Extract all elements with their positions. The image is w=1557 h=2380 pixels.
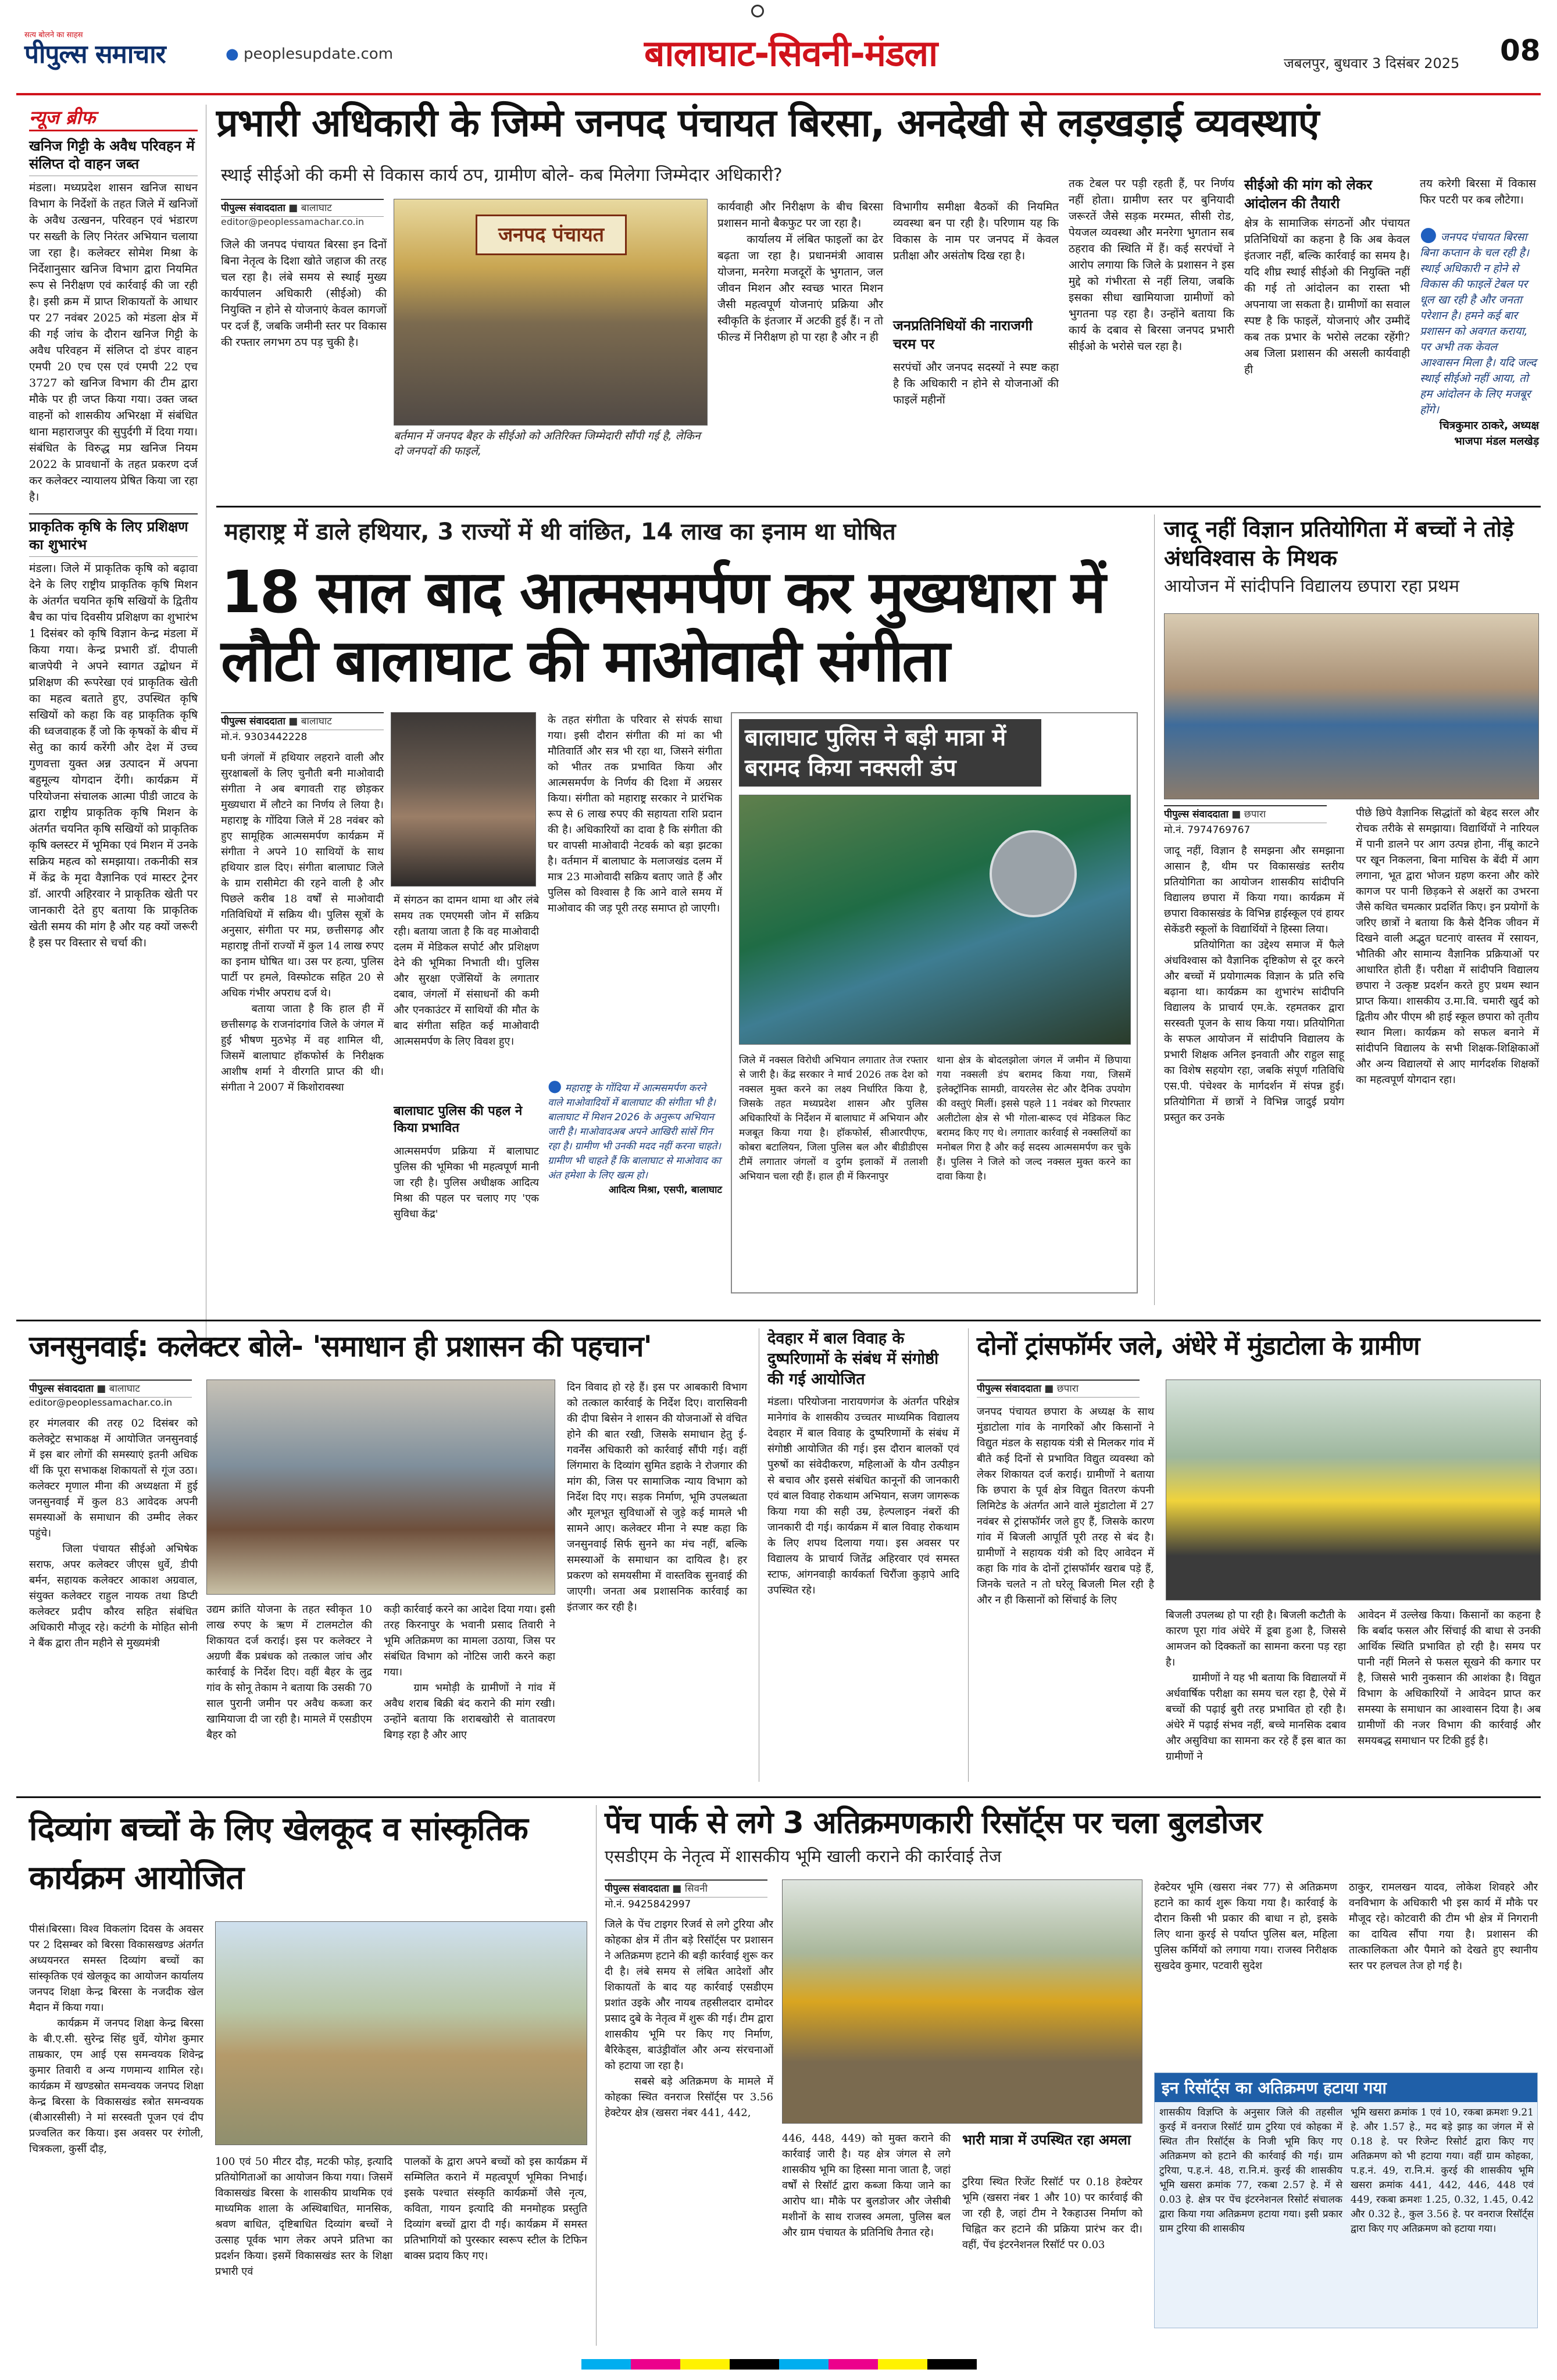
masthead-rule <box>16 93 1541 95</box>
news-brief <box>29 105 202 951</box>
byline-name: पीपुल्स संवाददाता <box>29 1383 94 1395</box>
lead-col5: क्षेत्र के सामाजिक संगठनों और पंचायत प्रतिनिधियों का कहना है कि अब केवल इंतजार नहीं, बल्कि कार्रवाई का समय है। यदि शीघ्र स्थाई सीईओ की नियुक्ति नहीं की गई तो आंदोलन का रास्ता भी अपनाया जा सकता है। ग्रामीणों का सवाल स्पष्ट है कि फाइलें, योजनाएं और उम्मीदें कब तक प्रभार के भरोसे लटका रहेंगी? अब जिला प्रशासन की असली कार्यवाही ही <box>1244 217 1414 376</box>
masthead <box>16 23 1541 88</box>
byline-mobile: मो.नं. 9303442228 <box>221 731 308 743</box>
maoist-byline: पीपुल्स संवाददाता ■ बालाघाट <box>221 712 384 730</box>
section-title: बालाघाट-सिवनी-मंडला <box>644 32 938 74</box>
byline-name: पीपुल्स संवाददाता <box>221 716 285 727</box>
column-divider <box>596 1805 597 2346</box>
byline-mobile: मो.नं. 9425842997 <box>605 1899 691 1910</box>
science-col2: पीछे छिपे वैज्ञानिक सिद्धांतों को बेहद सरल और रोचक तरीके से समझाया। विद्यार्थियों ने नारियल में पानी डालने पर आग उत्पन्न होना, नींबू काटने पर खून निकलना, बिना माचिस के बेंदी में आग लगाना, भूत द्वारा भोजन ग्रहण करना और कोरे कागज पर पानी छिड़कने से अक्षरों का उभरना जैसे कथित चमत्कार प्रदर्शित किए। इन प्रयोगों के जरिए छात्रों ने बताया कि कैसे दैनिक जीवन में दिखने वाली अद्भुत घटनाएं वास्तव में रसायन, भौतिकी और सामान्य वैज्ञानिक प्रक्रियाओं पर आधारित होती हैं। परीक्षा में सांदीपनि विद्यालय छपारा ने उत्कृष्ट प्रदर्शन करते हुए प्रथम स्थान प्राप्त किया। शासकीय उ.मा.वि. चमारी खुर्द को द्वितीय और पीएम श्री हाई स्कूल छपारा को तृतीय स्थान मिला। कार्यक्रम को सफल बनाने में सांदीपनि विद्यालय के सभी शिक्षक-शिक्षिकाओं और अन्य विद्यालयों से आए मार्गदर्शक शिक्षकों का महत्वपूर्ण योगदान रहा। <box>1356 807 1542 1086</box>
resort-col5: ठाकुर, रामलखन यादव, लोकेश शिवहरे और वनविभाग के अधिकारी भी इस कार्य में मौके पर मौजूद रहे। कोटवारी की टीम भी क्षेत्र में निगरानी का दायित्व सौंपा गया है। प्रशासन की तात्कालिकता और पैमाने को देखते हुए स्थानीय स्तर पर हलचल तेज हो गई है। <box>1349 1881 1541 1972</box>
quote-icon: ● <box>548 1076 562 1095</box>
maoist-quote <box>548 1078 722 1198</box>
maoist-col3: के तहत संगीता के परिवार से संपर्क साधा गया। इसी दौरान संगीता की मां का भी मौतिवार्ति और सत्र भी रहा था, जिसने संगीता को भीतर तक प्रभावित किया और आत्मसमर्पण के निर्णय की दिशा में अग्रसर किया। संगीता को महाराष्ट्र सरकार ने प्रारंभिक रूप से 6 लाख रुपए की सहायता राशि प्रदान की है। अधिकारियों का दावा है कि संगीता की घर वापसी माओवादी नेटवर्क को बड़ा झटका है। वर्तमान में बालाघाट के मलाजखंड दलम में मात्र 23 माओवादी सक्रिय बताए जाते हैं और पुलिस को विश्वास है कि आने वाले समय में माओवाद की जड़ पूरी तरह समाप्त हो जाएगी। <box>548 714 726 914</box>
globe-icon: ● <box>226 45 239 63</box>
maoist-headline: 18 साल बाद आत्मसमर्पण कर मुख्यधारा में लौटी बालाघाट की माओवादी संगीता <box>221 558 1105 695</box>
page-number: 08 <box>1500 34 1541 67</box>
lead-col6: तय करेगी बिरसा में विकास फिर पटरी पर कब लौटेगा। <box>1420 177 1540 206</box>
hearing-byline: पीपुल्स संवाददाता ■ बालाघाट <box>29 1380 192 1398</box>
logo-tagline: सत्य बोलने का साहस <box>24 31 83 40</box>
child-marriage-story <box>767 1328 963 1788</box>
signboard-text: जनपद पंचायत <box>498 223 605 246</box>
transformer-byline: पीपुल्स संवाददाता ■ छपारा <box>977 1380 1140 1398</box>
science-byline: पीपुल्स संवाददाता ■ छपारा <box>1164 805 1327 823</box>
science-col1: जादू नहीं, विज्ञान है समझना और समझाना आसान है, थीम पर विकासखंड स्तरीय प्रतियोगिता का आयोजन शासकीय सांदीपनि विद्यालय छपारा में किया गया। कार्यक्रम में छपारा विकासखंड के विभिन्न हाईस्कूल एवं हायर सेकेंडरी स्कूलों के विद्यार्थियों ने हिस्सा लिया। प्रतियोगिता का उद्देश्य समाज में फैले अंधविश्वास को वैज्ञानिक दृष्टिकोण से दूर करने और बच्चों में प्रयोगात्मक विज्ञान के प्रति रुचि बढ़ाना था। कार्यक्रम का शुभारंभ सांदीपनि विद्यालय के प्राचार्य एम.के. रहमतकर द्वारा सरस्वती पूजन के साथ किया गया। प्रतियोगिता के सफल आयोजन में सांदीपनि विद्यालय के प्रभारी शिक्षक अनिल इनवाती और राहुल साहू का विशेष सहयोग रहा, जबकि संपूर्ण गतिविधि एस.पी. पंचेश्वर के मार्गदर्शन में संपन्न हुई। प्रतियोगिता में छात्रों ने विभिन्न जादुई प्रयोग प्रस्तुत कर उनके <box>1164 845 1344 1124</box>
lead-col1: जिले की जनपद पंचायत बिरसा इन दिनों बिना नेतृत्व के दिशा खोते जहाज की तरह चल रहा है। लंबे समय से स्थाई मुख्य कार्यपालन अधिकारी (सीईओ) की नियुक्ति न होने से योजनाएं केवल कागजों पर दर्ज हैं, जबकि जमीनी स्तर पर विकास की रफ्तार लगभग ठप पड़ चुकी है। <box>221 238 391 349</box>
resort-col3: टुरिया स्थित रिजेंट रिसॉर्ट पर 0.18 हेक्टेयर भूमि (खसरा नंबर 1 और 10) पर कार्रवाई की जा रही है, जहां टीम ने रैकहाउस निर्माण को चिह्नित कर हटाने की प्रक्रिया प्रारंभ कर दी। वहीं, पेंच इंटरनेशनल रिसॉर्ट पर 0.03 <box>962 2176 1146 2251</box>
byline-name: पीपुल्स संवाददाता <box>977 1383 1041 1395</box>
column-divider <box>968 1328 969 1782</box>
maoist-kicker: महाराष्ट्र में डाले हथियार, 3 राज्यों में थी वांछित, 14 लाख का इनाम था घोषित <box>224 519 896 545</box>
lead-quote-name: चित्रकुमार ठाकरे, अध्यक्ष भाजपा मंडल मलखेड़ <box>1439 419 1539 448</box>
divyang-photo <box>215 1921 587 2145</box>
lead-subhead-reps: जनप्रतिनिधियों की नाराजगी चरम पर <box>893 317 1033 352</box>
dateline: जबलपुर, बुधवार 3 दिसंबर 2025 <box>1284 55 1460 72</box>
section-rule <box>16 1796 1541 1798</box>
lead-headline: प्रभारी अधिकारी के जिम्मे जनपद पंचायत बिरसा, अनदेखी से लड़खड़ाई व्यवस्थाएं <box>216 101 1319 145</box>
hearing-col3: कड़ी कार्रवाई करने का आदेश दिया गया। इसी तरह किरनापुर के भवानी प्रसाद तिवारी ने भूमि अतिक्रमण का मामला उठाया, जिस पर संबंधित विभाग को नोटिस जारी करने कहा गया। ग्राम भमोड़ी के ग्रामीणों ने गांव में अवैध शराब बिक्री बंद कराने की मांग रखी। उन्होंने बताया कि शराबखोरी से वातावरण बिगड़ रहा है और आए <box>384 1603 555 1741</box>
byline-name: पीपुल्स संवाददाता <box>1164 809 1229 820</box>
lead-story <box>216 100 1541 501</box>
maoist-col1: घनी जंगलों में हथियार लहराने वाली और सुरक्षाबलों के लिए चुनौती बनी माओवादी संगीता ने अब बगावती राह छोड़कर मुख्यधारा में लौटने का निर्णय ले लिया है। महाराष्ट्र के गोंदिया जिले में 28 नवंबर को हुए सामूहिक आत्मसमर्पण कार्यक्रम में संगीता ने अपने 10 साथियों के साथ हथियार डाल दिए। संगीता बालाघाट जिले के ग्राम रासीमेटा की रहने वाली है और पिछले करीब 18 वर्षों से माओवादी गतिविधियों में सक्रिय थी। पुलिस सूत्रों के अनुसार, संगीता पर मप्र, छत्तीसगढ़ और महाराष्ट्र तीनों राज्यों में कुल 14 लाख रुपए का इनाम घोषित था। उस पर हत्या, पुलिस पार्टी पर हमले, विस्फोटक सहित 20 से अधिक गंभीर अपराध दर्ज थे। बताया जाता है कि हाल ही में छत्तीसगढ़ के राजनांदगांव जिले के जंगल में हुई भीषण मुठभेड़ में वह शामिल थी, जिसमें बालाघाट हॉकफोर्स के निरीक्षक आशीष शर्मा ने वीरगति प्राप्त की थी। संगीता ने 2007 में किशोरावस्था <box>221 752 384 1093</box>
maoist-subhead: बालाघाट पुलिस की पहल ने किया प्रभावित <box>394 1104 523 1135</box>
encroachment-box-title: इन रिसॉर्ट्स का अतिक्रमण हटाया गया <box>1155 2073 1537 2102</box>
lead-photo <box>394 199 708 426</box>
column-divider <box>1154 514 1155 1305</box>
divyang-col3: पालकों के द्वारा अपने बच्चों को इस कार्यक्रम में सम्मिलित कराने में महत्वपूर्ण भूमिका निभाई। इसके पश्चात संस्कृति कार्यक्रमों जैसे नृत्य, कविता, गायन इत्यादि की मनमोहक प्रस्तुति दिव्यांग बच्चों द्वारा दी गई। कार्यक्रम में समस्त प्रतिभागियों को पुरस्कार स्वरूप स्टील के टिफिन बाक्स प्रदाय किए गए। <box>404 2156 591 2262</box>
byline-name: पीपुल्स संवाददाता <box>605 1883 669 1895</box>
transformer-headline: दोनों ट्रांसफॉर्मर जले, अंधेरे में मुंडाटोला के ग्रामीण <box>977 1331 1420 1361</box>
divyang-headline: दिव्यांग बच्चों के लिए खेलकूद व सांस्कृतिक कार्यक्रम आयोजित <box>29 1810 528 1897</box>
lead-quote <box>1420 223 1539 449</box>
dump-headline: बालाघाट पुलिस ने बड़ी मात्रा में बरामद किया नक्सली डंप <box>739 719 1041 787</box>
maoist-quote-text: महाराष्ट्र के गोंदिया में आत्मसमर्पण करने वाले माओवादियों में बालाघाट की संगीता भी है। बालाघाट में मिशन 2026 के अनुरूप अभियान जारी है। माओवादअब अपने आखिरी सांसें गिन रहा है। ग्रामीण भी उनकी मदद नहीं करना चाहते। ग्रामीण भी चाहते हैं कि बालाघाट से माओवाद का अंत हमेशा के लिए खत्म हो। <box>548 1082 721 1181</box>
divyang-col1: पीसं।बिरसा। विश्व विकलांग दिवस के अवसर पर 2 दिसम्बर को बिरसा विकासखण्ड अंतर्गत अध्ययनरत समस्त दिव्यांग बच्चों का सांस्कृतिक एवं खेलकूद का आयोजन कार्यालय जनपद शिक्षा केन्द्र बिरसा के नजदीक खेल मैदान में किया गया। कार्यक्रम में जनपद शिक्षा केन्द्र बिरसा के बी.ए.सी. सुरेन्द्र सिंह धुर्वे, योगेश कुमार ताम्रकार, एम आई एस समन्वयक शिवेन्द्र कुमार तिवारी व अन्य गणमान्य शामिल रहे। कार्यक्रम में खण्डस्रोत समन्वयक जनपद शिक्षा केन्द्र बिरसा के विकासखंड स्त्रोत समन्वयक (बीआरसीसी) ने मां सरस्वती पूजन एवं दीप प्रज्वलित कर किया। इस अवसर पर रंगोली, चित्रकला, कुर्सी दौड़, <box>29 1923 203 2155</box>
dump-photo <box>739 795 1131 1045</box>
resort-col1: जिले के पेंच टाइगर रिजर्व से लगे टुरिया और कोहका क्षेत्र में तीन बड़े रिसॉर्ट्स पर प्रशासन ने अतिक्रमण हटाने की बड़ी कार्रवाई शुरू कर दी है। लंबे समय से लंबित आदेशों और शिकायतों के बाद यह कार्रवाई एसडीएम प्रशांत उइके और नायब तहसीलदार दामोदर प्रसाद दुबे के नेतृत्व में शुरू की गई। टीम द्वारा शासकीय भूमि पर किए गए निर्माण, बैरिकेड्स, बाउंड्रीवॉल और अन्य संरचनाओं को हटाया जा रहा है। सबसे बड़े अतिक्रमण के मामले में कोहका स्थित वनराज रिसॉर्ट्स पर 3.56 हेक्टेयर क्षेत्र (खसरा नंबर 441, 442, <box>605 1918 773 2119</box>
byline-email: editor@peoplessamachar.co.in <box>221 216 365 227</box>
bulldozer-photo <box>782 1879 1142 2124</box>
resort-story <box>605 1805 1541 2346</box>
lead-col4: तक टेबल पर पड़ी रहती हैं, पर निर्णय नहीं होता। ग्रामीण स्तर पर बुनियादी जरूरतें जैसे सड़क मरम्मत, सीसी रोड, पेयजल व्यवस्था और मनरेगा भुगतान सब ठहराव की स्थिति में हैं। कई सरपंचों ने आरोप लगाया कि जिले के प्रशासन ने इस मुद्दे को गंभीरता से नहीं लिया, जबकि इसका सीधा खामियाजा ग्रामीणों को भुगतना पड़ रहा है। उन्होंने बताया कि कार्य के दबाव से बिरसा जनपद प्रभारी सीईओ के भरोसे चल रहा है। <box>1069 177 1238 353</box>
maoist-col2: में संगठन का दामन थामा था और लंबे समय तक एमएमसी जोन में सक्रिय रही। बताया जाता है कि वह माओवादी दलम में मेडिकल सपोर्ट और प्रशिक्षण देने की भूमिका निभाती थी। पुलिस और सुरक्षा एजेंसियों के लगातार दबाव, जंगलों में संसाधनों की कमी और एनकाउंटर में साथियों की मौत के बाद संगीता सहित कई माओवादी आत्मसमर्पण के लिए विवश हुए। <box>394 894 542 1048</box>
masthead-logo[interactable] <box>24 29 166 70</box>
byline-place: छपारा <box>1244 809 1266 820</box>
lead-col2: कार्यवाही और निरीक्षण के बीच बिरसा प्रशासन मानो बैकफुट पर जा रहा है। कार्यालय में लंबित फाइलों का ढेर बढ़ता जा रहा है। प्रधानमंत्री आवास योजना, मनरेगा मजदूरों के भुगतान, जल जीवन मिशन और स्वच्छ भारत मिशन जैसी महत्वपूर्ण योजनाएं प्रक्रिया और स्वीकृति के इंतजार में अटकी हुई हैं। न तो फील्ड में निरीक्षण हो पा रहा है और न ही <box>717 201 883 344</box>
maoist-story <box>216 514 1141 1311</box>
resort-subhead: एसडीएम के नेतृत्व में शासकीय भूमि खाली कराने की कार्रवाई तेज <box>605 1846 1002 1866</box>
naxal-dump-box <box>731 712 1138 1293</box>
byline-place: बालाघाट <box>301 202 332 214</box>
sangeeta-photo <box>391 712 536 887</box>
office-signboard <box>476 215 627 255</box>
brief-body-farming: मंडला। जिले में प्राकृतिक कृषि को बढ़ावा देने के लिए राष्ट्रीय प्राकृतिक कृषि मिशन के अंतर्गत चयनित कृषि सखियों के द्वितीय बैच का पांच दिवसीय प्रशिक्षण का शुभारंभ 1 दिसंबर को कृषि विज्ञान केन्द्र मंडला में किया गया। केन्द्र प्रभारी डॉ. दीपाली बाजपेयी ने अपने स्वागत उद्बोधन में प्रशिक्षण की रूपरेखा एवं प्राकृतिक खेती का महत्व बताते हुए, उपस्थित कृषि सखियों को कहा कि वह प्राकृतिक कृषि की ध्वजवाहक हैं जो कि कृषकों के बीच में सेतु का कार्य करेंगी और देश में उच्च गुणवत्ता युक्त अन्न उत्पादन में अपना बहुमूल्य योगदान देंगी। कार्यक्रम में परियोजना संचालक आत्मा पीडी जाटव के द्वारा राष्ट्रीय प्राकृतिक कृषि मिशन के अंतर्गत चयनित कृषि सखियों को प्राकृतिक कृषि क्लस्टर में भूमिका एवं मिशन में उनके सक्रिय महत्व को समझाया। तकनीकी सत्र में केंद्र के मृदा वैज्ञानिक एवं मास्टर ट्रेनर डॉ. आरपी अहिरवार ने प्राकृतिक खेती पर जानकारी देते हुए बताया कि प्राकृतिक खेती समय की मांग है और यह क्यों जरूरी है इस पर विस्तार से चर्चा की। <box>29 562 202 949</box>
byline-place: बालाघाट <box>109 1383 140 1395</box>
lead-byline: पीपुल्स संवाददाता ■ बालाघाट <box>221 199 384 217</box>
resort-col2: 446, 448, 449) को मुक्त कराने की कार्रवाई जारी है। यह क्षेत्र जंगल से लगे शासकीय भूमि का हिस्सा माना जाता है, जहां वर्षों से रिसॉर्ट द्वारा कब्जा किया जाने का आरोप था। मौके पर बुलडोजर और जेसीबी मशीनों के साथ राजस्व अमला, पुलिस बल और ग्राम पंचायत के प्रतिनिधि तैनात रहे। <box>782 2132 954 2239</box>
maoist-col2b: आत्मसमर्पण प्रक्रिया में बालाघाट पुलिस की भूमिका भी महत्वपूर्ण मानी जा रही है। पुलिस अधीक्षक आदित्य मिश्रा की पहल पर चलाए गए 'एक सुविधा केंद्र' <box>394 1145 542 1220</box>
divyang-col2: 100 एवं 50 मीटर दौड़, मटकी फोड़, इत्यादि प्रतियोगिताओं का आयोजन किया गया। जिसमें विकासखंड बिरसा के शासकीय प्राथमिक एवं माध्यमिक शाला के अस्थिबाधित, मानसिक, श्रवण बाधित, दृष्टिबाधित दिव्यांग बच्चों ने उत्साह पूर्वक भाग लेकर अपने प्रतिभा का प्रदर्शन किया। इसमें विकासखंड स्तर के शिक्षा प्रभारी एवं <box>215 2156 396 2278</box>
byline-place: सिवनी <box>684 1883 708 1895</box>
hearing-col2: उद्यम क्रांति योजना के तहत स्वीकृत 10 लाख रुपए के ऋण में टालमटोल की शिकायत दर्ज कराई। इस पर कलेक्टर ने अग्रणी बैंक प्रबंधक को तत्काल जांच और कार्रवाई के निर्देश दिए। वहीं बैहर के लुद्र गांव के सोनू तेकाम ने बताया कि उसकी 70 साल पुरानी जमीन पर अवैध कब्जा कर खामियाजा दी जा रही है। मामले में एसडीएम बैहर को <box>206 1603 376 1741</box>
lead-quote-text: जनपद पंचायत बिरसा बिना कप्तान के चल रही है। स्थाई अधिकारी न होने से विकास की फाइलें टेबल पर धूल खा रही है और जनता परेशान है। हमने कई बार प्रशासन को अवगत कराया, पर अभी तक केवल आश्वासन मिला है। यदि जल्द स्थाई सीईओ नहीं आया, तो हम आंदोलन के लिए मजबूर होंगे। <box>1420 231 1537 416</box>
lead-subhead: स्थाई सीईओ की कमी से विकास कार्य ठप, ग्रामीण बोले- कब मिलेगा जिम्मेदार अधिकारी? <box>221 165 783 185</box>
child-marriage-headline: देवहार में बाल विवाह के दुष्परिणामों के संबंध में संगोष्ठी की गई आयोजित <box>767 1330 939 1388</box>
hearing-photo <box>206 1380 555 1595</box>
byline-name: पीपुल्स संवाददाता <box>221 202 285 214</box>
transformer-col3: आवेदन में उल्लेख किया। किसानों का कहना है कि बर्बाद फसल और सिंचाई की बाधा से उनकी आर्थिक स्थिति प्रभावित हो रही है। समय पर पानी नहीं मिलने से फसल सूखने की कगार पर है, जिससे भारी नुकसान की आशंका है। विद्युत विभाग के अधिकारियों ने आवेदन प्राप्त कर समस्या के समाधान का आश्वासन दिया है। अब ग्रामीणों की नजर विभाग की कार्रवाई और समयबद्ध समाधान पर टिकी हुई है। <box>1358 1609 1544 1747</box>
hearing-story <box>29 1328 750 1793</box>
science-story <box>1164 514 1541 1305</box>
encroachment-box-col1: शासकीय विज्ञप्ति के अनुसार जिले की तहसील कुरई में वनराज रिसॉर्ट ग्राम टुरिया एवं कोहका में स्थित तीन रिसॉर्ट्स के निजी भूमि किए गए अतिक्रमण को हटाने की कार्रवाई की गई। ग्राम टुरिया, प.ह.नं. 48, रा.नि.मं. कुरई की शासकीय भूमि खसरा क्रमांक 77, रकबा 2.57 हे. में से 0.03 हे. क्षेत्र पर पेंच इंटरनेशनल रिसोर्ट संचालक द्वारा किया गया अतिक्रमण हटाया गया। इसी प्रकार ग्राम टुरिया की शासकीय <box>1159 2107 1346 2235</box>
lead-col3b: सरपंचों और जनपद सदस्यों ने स्पष्ट कहा है कि अधिकारी न होने से योजनाओं की फाइलें महीनों <box>893 361 1063 406</box>
registration-mark-top <box>751 5 764 17</box>
resort-encroachment-box <box>1154 2072 1538 2328</box>
byline-place: छपारा <box>1056 1383 1079 1395</box>
seized-bucket <box>990 830 1077 917</box>
color-registration-bar <box>581 2359 977 2370</box>
byline-mobile: मो.नं. 7974769767 <box>1164 824 1251 836</box>
transformer-story <box>977 1328 1544 1788</box>
resort-headline: पेंच पार्क से लगे 3 अतिक्रमणकारी रिसॉर्ट्स पर चला बुलडोजर <box>605 1806 1262 1841</box>
resort-byline: पीपुल्स संवाददाता ■ सिवनी <box>605 1879 767 1897</box>
science-photo <box>1164 613 1539 799</box>
byline-email: editor@peoplessamachar.co.in <box>29 1397 173 1408</box>
maoist-quote-name: आदित्य मिश्रा, एसपी, बालाघाट <box>608 1184 722 1196</box>
dump-col2: थाना क्षेत्र के बोदलझोला जंगल में जमीन में छिपाया गया नक्सली डंप बरामद किया गया, जिसमें इलेक्ट्रॉनिक सामग्री, वायरलेस सेट और दैनिक उपयोग की वस्तुएं मिलीं। इससे पहले 11 नवंबर को गिरफ्तार अलीटोला क्षेत्र से भी गोला-बारूद एवं मेडिकल किट बरामद किए गए थे। लगातार कार्रवाई से नक्सलियों का मनोबल गिरा है और कई सदस्य आत्मसमर्पण कर चुके हैं। पुलिस ने जिले को जल्द नक्सल मुक्त करने का दावा किया है। <box>937 1055 1134 1182</box>
byline-place: बालाघाट <box>301 716 332 727</box>
hearing-headline: जनसुनवाई: कलेक्टर बोले- 'समाधान ही प्रशासन की पहचान' <box>29 1330 652 1363</box>
lead-subhead-protest: सीईओ की मांग को लेकर आंदोलन की तैयारी <box>1244 177 1373 212</box>
brief-title: न्यूज ब्रीफ <box>29 105 198 131</box>
science-subhead: आयोजन में सांदीपनि विद्यालय छपारा रहा प्रथम <box>1164 576 1459 596</box>
website-label[interactable] <box>226 45 393 63</box>
logo-text: पीपुल्स समाचार <box>24 40 166 69</box>
transformer-col1: जनपद पंचायत छपारा के अध्यक्ष के साथ मुंडाटोला गांव के नागरिकों और किसानों ने विद्युत मंडल के सहायक यंत्री से मिलकर गांव में बीते कई दिनों से प्रभावित विद्युत व्यवस्था को लेकर शिकायत दर्ज कराई। ग्रामीणों ने बताया कि छपारा के पूर्व क्षेत्र विद्युत वितरण कंपनी लिमिटेड के अंतर्गत आने वाले मुंडाटोला में 27 नवंबर से ट्रांसफॉर्मर जले हुए हैं, जिसके कारण गांव में बिजली आपूर्ति पूरी तरह से बंद है। ग्रामीणों ने सहायक यंत्री को दिए आवेदन में कहा कि गांव के दोनों ट्रांसफॉर्मर खराब पड़े हैं, जिनके चलते न तो घरेलू बिजली मिल रही है और न ही किसानों को सिंचाई के लिए <box>977 1406 1158 1606</box>
hearing-col4: दिन विवाद हो रहे हैं। इस पर आबकारी विभाग को तत्काल कार्रवाई के निर्देश दिए। वारासिवनी की दीपा बिसेन ने शासन की योजनाओं से वंचित होने की बात रखी, जिसके समाधान हेतु ई-गवर्नेंस अधिकारी को कार्रवाई सौंपी गई। वहीं लिंगमारा के दिव्यांग सुमित डहाके ने रोजगार की मांग की, जिस पर सामाजिक न्याय विभाग को निर्देश दिए गए। सड़क निर्माण, भूमि उपलब्धता और मूलभूत सुविधाओं से जुड़े कई मामले भी सामने आए। कलेक्टर मीना ने स्पष्ट कहा कि जनसुनवाई सिर्फ सुनने का मंच नहीं, बल्कि समस्याओं के समाधान का दायित्व है। हर प्रकरण को समयसीमा में वास्तविक सुनवाई की जाएगी। जनता अब प्रशासनिक कार्रवाई का इंतजार कर रही है। <box>567 1381 751 1613</box>
section-rule <box>16 1320 1541 1321</box>
divyang-story <box>29 1805 591 2346</box>
lead-col3: विभागीय समीक्षा बैठकों की नियमित व्यवस्था बन पा रही है। परिणाम यह कि विकास के नाम पर जनपद में केवल प्रतीक्षा और असंतोष दिख रहा है। <box>893 201 1063 262</box>
science-headline: जादू नहीं विज्ञान प्रतियोगिता में बच्चों ने तोड़े अंधविश्वास के मिथक <box>1164 516 1514 571</box>
dump-col1: जिले में नक्सल विरोधी अभियान लगातार तेज रफ्तार से जारी है। केंद्र सरकार ने मार्च 2026 तक देश को नक्सल मुक्त करने का लक्ष्य निर्धारित किया है, जिसके तहत मध्यप्रदेश शासन और पुलिस अधिकारियों के निर्देशन में बालाघाट में अभियान और मजबूत किया गया है। हॉकफोर्स, सीआरपीएफ, कोबरा बटालियन, जिला पुलिस बल और बीडीडीएस टीमें लगातार जंगलों व दुर्गम इलाकों में तलाशी अभियान चला रही हैं। हाल ही में किरनापुर <box>739 1055 931 1182</box>
child-marriage-body: मंडला। परियोजना नारायणगंज के अंतर्गत परिक्षेत्र मानेगांव के शासकीय उच्चतर माध्यमिक विद्यालय देवहार में बाल विवाह के दुष्परिणामों के संबंध में संगोष्ठी आयोजित की गई। इस दौरान बालकों एवं पुरुषों का संवेदीकरण, महिलाओं के यौन उत्पीड़न से बचाव और इससे संबंधित कानूनों की जानकारी एवं बाल विवाह रोकथाम अभियान, सजग जागरूक किया गया की सही उम्र, हेल्पलाइन नंबरों की जानकारी दी गई। कार्यक्रम में बाल विवाह रोकथाम के लिए शपथ दिलाया गया। इस अवसर पर विद्यालय के प्राचार्य जितेंद्र अहिरवार एवं समस्त स्टाफ, आंगनवाड़ी कार्यकर्ता चिरौंजा कुड़ापे आदि उपस्थित रहे। <box>767 1396 963 1596</box>
brief-headline-mining: खनिज गिट्टी के अवैध परिवहन में संलिप्त दो वाहन जब्त <box>29 137 198 176</box>
brief-headline-farming: प्राकृतिक कृषि के लिए प्रशिक्षण का शुभारंभ <box>29 513 198 557</box>
brief-body-mining: मंडला। मध्यप्रदेश शासन खनिज साधन विभाग के निर्देशों के तहत जिले में खनिजों के अवैध उत्खनन, परिवहन एवं भंडारण पर सख्ती के लिए निरंतर अभियान चलाया जा रहा है। कलेक्टर सोमेश मिश्रा के निर्देशानुसार खनिज विभाग द्वारा नियमित रूप से निरीक्षण एवं कार्रवाई की जा रही है। इसी क्रम में प्राप्त शिकायतों के आधार पर 27 नवंबर 2025 को मंडला क्षेत्र में की गई जांच के दौरान खनिज गिट्टी के अवैध परिवहन में संलिप्त दो डंपर वाहन एमपी 20 एच एस एवं एमपी 22 एच 3727 को खनिज विभाग की टीम द्वारा मौके पर ही जप्त किया गया। उक्त जब्त वाहनों को शासकीय अभिरक्षा में संबंधित थाना महाराजपुर की सुपुर्दगी में दिया गया। संबंधित के विरुद्ध मप्र खनिज नियम 2022 के प्रावधानों के तहत प्रकरण दर्ज कर कलेक्टर न्यायालय प्रेषित किया जा रहा है। <box>29 181 202 503</box>
hearing-col1: हर मंगलवार की तरह 02 दिसंबर को कलेक्ट्रेट सभाकक्ष में आयोजित जनसुनवाई में इस बार लोगों की समस्याएं इतनी अधिक थीं कि पूरा सभाकक्ष शिकायतों से गूंज उठा। कलेक्टर मृणाल मीना की अध्यक्षता में हुई जनसुनवाई में कुल 83 आवेदक अपनी समस्याओं के समाधान की उम्मीद लेकर पहुंचे। जिला पंचायत सीईओ अभिषेक सराफ, अपर कलेक्टर जीएस धुर्वे, डीपी बर्मन, सहायक कलेक्टर आकाश अग्रवाल, संयुक्त कलेक्टर राहुल नायक तथा डिप्टी कलेक्टर प्रदीप कौरव सहित संबंधित अधिकारी मौजूद रहे। कटंगी के मोहित सोनी ने बैंक द्वारा तीन महीने से मुख्यमंत्री <box>29 1417 198 1649</box>
transformer-photo <box>1166 1380 1541 1600</box>
resort-col4: हेक्टेयर भूमि (खसरा नंबर 77) से अतिक्रमण हटाने का कार्य शुरू किया गया है। कार्रवाई के दौरान किसी भी प्रकार की बाधा न हो, इसके लिए थाना कुरई से पर्याप्त पुलिस बल, महिला पुलिस कर्मियों को लगाया गया। राजस्व निरीक्षक सुखदेव कुमार, पटवारी सुदेश <box>1154 1881 1341 1972</box>
section-rule <box>216 506 1541 508</box>
bulldozer-photo-caption: भारी मात्रा में उपस्थित रहा अमला <box>962 2132 1131 2148</box>
encroachment-box-col2: भूमि खसरा क्रमांक 1 एवं 10, रकबा क्रमशः 9.21 हे. और 1.57 हे., मद बड़े झाड़ का जंगल में से 0.18 हे. पर रिजेन्ट रिसोर्ट द्वारा किए गए अतिक्रमण को भी हटाया गया। वहीं ग्राम कोहका, प.ह.नं. 49, रा.नि.मं. कुरई की शासकीय भूमि खसरा क्रमांक 441, 442, 446, 448 एवं 449, रकबा क्रमशः 1.25, 0.32, 1.45, 0.42 और 0.32 हे., कुल 3.56 हे. पर वनराज रिसॉर्ट्स द्वारा किए गए अतिक्रमण को हटाया गया। <box>1351 2107 1537 2235</box>
quote-icon: ● <box>1420 223 1437 246</box>
website-text: peoplesupdate.com <box>243 45 394 63</box>
transformer-col2: बिजली उपलब्ध हो पा रही है। बिजली कटौती के कारण पूरा गांव अंधेरे में डूबा हुआ है, जिससे आमजन को दिक्कतों का सामना करना पड़ रहा है। ग्रामीणों ने यह भी बताया कि विद्यालयों में अर्धवार्षिक परीक्षा का समय चल रहा है, ऐसे में बच्चों की पढ़ाई बुरी तरह प्रभावित हो रही है। अंधेरे में पढ़ाई संभव नहीं, बच्चे मानसिक दबाव और असुविधा का सामना कर रहे हैं इस बात का ग्रामीणों ने <box>1166 1609 1346 1763</box>
lead-photo-caption: बर्तमान में जनपद बैहर के सीईओ को अतिरिक्त जिम्मेदारी सौंपी गई है, लेकिन दो जनपदों की फाइलें, <box>394 430 701 458</box>
